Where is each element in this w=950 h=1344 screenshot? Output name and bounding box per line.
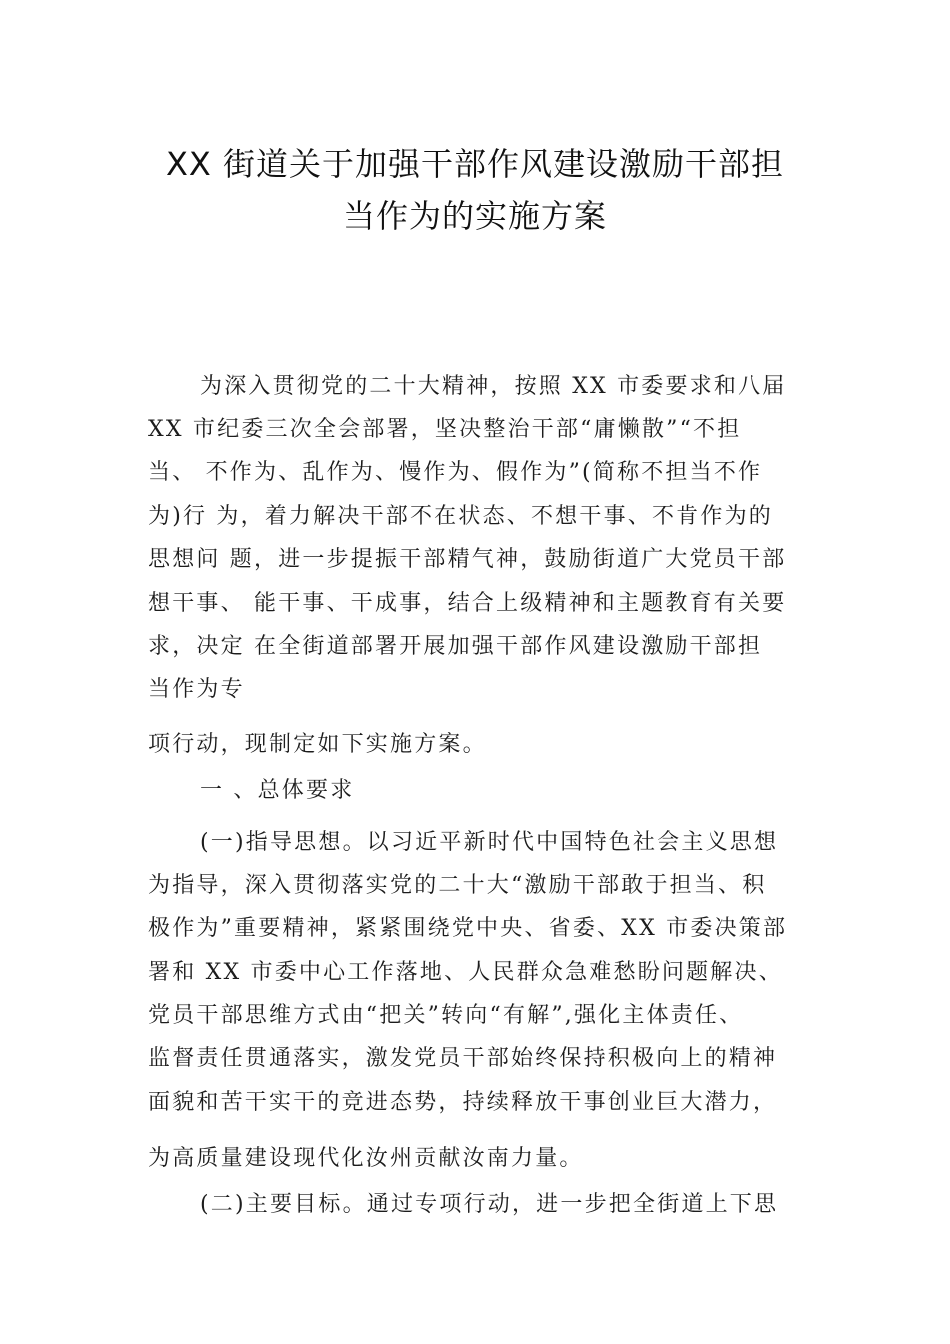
body-line: 署和 XX 市委中心工作落地、人民群众急难愁盼问题解决、	[148, 960, 783, 985]
body-line: 党员干部思维方式由“把关”转向“有解”,强化主体责任、	[148, 1003, 744, 1028]
subsection-paragraph-start: (二)主要目标。通过专项行动，进一步把全街道上下思	[200, 1192, 779, 1217]
body-line: 监督责任贯通落实，激发党员干部始终保持积极向上的精神	[148, 1046, 778, 1071]
body-line: 为深入贯彻党的二十大精神，按照 XX 市委要求和八届	[200, 374, 787, 399]
body-line: 为)行 为，着力解决干部不在状态、不想干事、不肯作为的	[148, 504, 773, 529]
body-line: 面貌和苦干实干的竞进态势，持续释放干事创业巨大潜力，	[148, 1090, 778, 1115]
document-title-line-1: XX 街道关于加强干部作风建设激励干部担	[165, 145, 785, 183]
body-line: 项行动，现制定如下实施方案。	[148, 732, 487, 757]
body-line: 求，决定 在全街道部署开展加强干部作风建设激励干部担	[148, 634, 763, 659]
subsection-paragraph-start: (一)指导思想。以习近平新时代中国特色社会主义思想	[200, 830, 779, 855]
body-line: 思想问 题，进一步提振干部精气神，鼓励街道广大党员干部	[148, 547, 787, 572]
section-heading: 一 、总体要求	[200, 778, 355, 803]
body-line: 极作为”重要精神，紧紧围绕党中央、省委、XX 市委决策部	[148, 916, 788, 941]
body-line: 想干事、 能干事、干成事，结合上级精神和主题教育有关要	[148, 591, 787, 616]
body-line: 为高质量建设现代化汝州贡献汝南力量。	[148, 1146, 584, 1171]
body-line: 为指导，深入贯彻落实党的二十大“激励干部敢于担当、积	[148, 873, 767, 898]
document-title-line-2: 当作为的实施方案	[342, 197, 607, 235]
body-line: XX 市纪委三次全会部署，坚决整治干部“庸懒散”“不担	[148, 417, 742, 442]
body-line: 当作为专	[148, 677, 245, 702]
body-line: 当、 不作为、乱作为、慢作为、假作为”(简称不担当不作	[148, 460, 763, 485]
